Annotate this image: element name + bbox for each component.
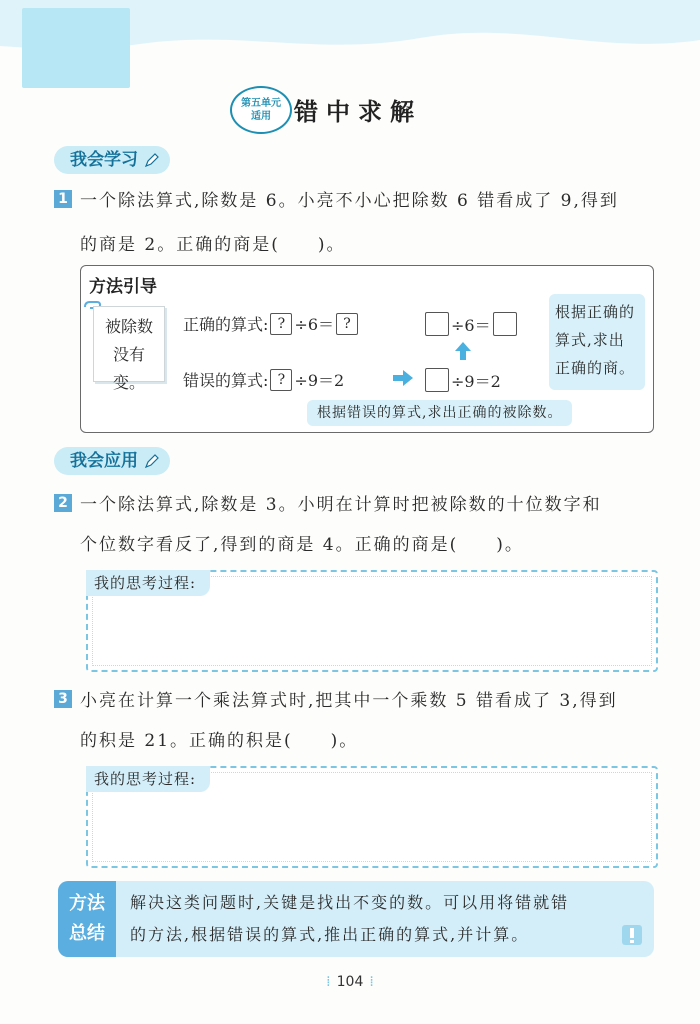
summary-line2: 的方法,根据错误的算式,推出正确的算式,并计算。 (130, 925, 530, 944)
q2-text-line1: 一个除法算式,除数是 3。小明在计算时把被除数的十位数字和 (80, 495, 602, 515)
wrong-equation-blank (423, 368, 501, 392)
note-line2: 没有变。 (112, 345, 145, 392)
section-tab-apply (54, 447, 170, 475)
summary-label-line1: 方法 (69, 893, 105, 914)
answer-blank-box[interactable] (425, 312, 449, 336)
thinking-process-box-q2[interactable] (86, 570, 658, 672)
arrow-right-icon (393, 370, 413, 386)
exclamation-icon (620, 923, 644, 947)
unit-badge (230, 86, 292, 134)
page-deco-left-icon: ⁞ (326, 974, 331, 990)
wrong-equation-label: 错误的算式: (183, 371, 269, 390)
question-number-1: 1 (54, 190, 72, 208)
method-guide-title: 方法引导 (89, 277, 157, 297)
hint-right-line2: 算式,求出 (555, 331, 625, 349)
q3-text-line1: 小亮在计算一个乘法算式时,把其中一个乘数 5 错看成了 3,得到 (80, 691, 618, 711)
header-color-block (22, 8, 130, 88)
note-line1: 被除数 (104, 317, 153, 336)
thinking-process-label: 我的思考过程: (86, 766, 210, 792)
question-box: ? (270, 369, 292, 391)
unit-badge-line1: 第五单元 (241, 98, 281, 109)
arrow-up-icon (455, 342, 471, 360)
hint-right-line3: 正确的商。 (555, 359, 636, 377)
page-number-text: 104 (336, 974, 364, 990)
q2-text-line2: 个位数字看反了,得到的商是 4。正确的商是( )。 (80, 535, 524, 555)
section-learn-label: 我会学习 (70, 150, 138, 170)
hint-bottom: 根据错误的算式,求出正确的被除数。 (307, 400, 572, 426)
q1-text-line2: 的商是 2。正确的商是( )。 (80, 235, 346, 255)
note-card (93, 306, 165, 392)
answer-blank-box[interactable] (493, 312, 517, 336)
pencil-icon (144, 152, 160, 168)
correct-equation-blank (423, 312, 519, 336)
question-box: ? (270, 313, 292, 335)
question-number-3: 3 (54, 690, 72, 708)
summary-label-line2: 总结 (69, 923, 105, 944)
divide-by-9-text: ÷9＝2 (294, 371, 345, 390)
hint-right-line1: 根据正确的 (555, 303, 636, 321)
pencil-icon (144, 453, 160, 469)
divide-by-6-text: ÷6＝ (294, 315, 334, 334)
page-title: 错中求解 (294, 98, 422, 126)
summary-text (130, 887, 569, 951)
thinking-process-box-q3[interactable] (86, 766, 658, 868)
section-tab-learn (54, 146, 170, 174)
answer-blank-box[interactable] (425, 368, 449, 392)
method-guide-box (80, 265, 654, 433)
unit-badge-line2: 适用 (251, 111, 271, 122)
summary-label (58, 881, 116, 957)
correct-equation-label: 正确的算式: (183, 315, 269, 334)
thinking-process-label: 我的思考过程: (86, 570, 210, 596)
q1-text-line1: 一个除法算式,除数是 6。小亮不小心把除数 6 错看成了 9,得到 (80, 191, 619, 211)
divide-by-9-text: ÷9＝2 (451, 371, 501, 391)
page-deco-right-icon: ⁞ (369, 974, 374, 990)
correct-equation (183, 312, 360, 335)
question-number-2: 2 (54, 494, 72, 512)
wrong-equation (183, 368, 344, 391)
hint-right (549, 294, 645, 390)
divide-by-6-text: ÷6＝ (451, 315, 491, 335)
method-summary (58, 881, 654, 957)
section-apply-label: 我会应用 (70, 451, 138, 471)
question-box: ? (336, 313, 358, 335)
summary-line1: 解决这类问题时,关键是找出不变的数。可以用将错就错 (130, 893, 570, 912)
page-number (0, 974, 700, 990)
q3-text-line2: 的积是 21。正确的积是( )。 (80, 731, 359, 751)
